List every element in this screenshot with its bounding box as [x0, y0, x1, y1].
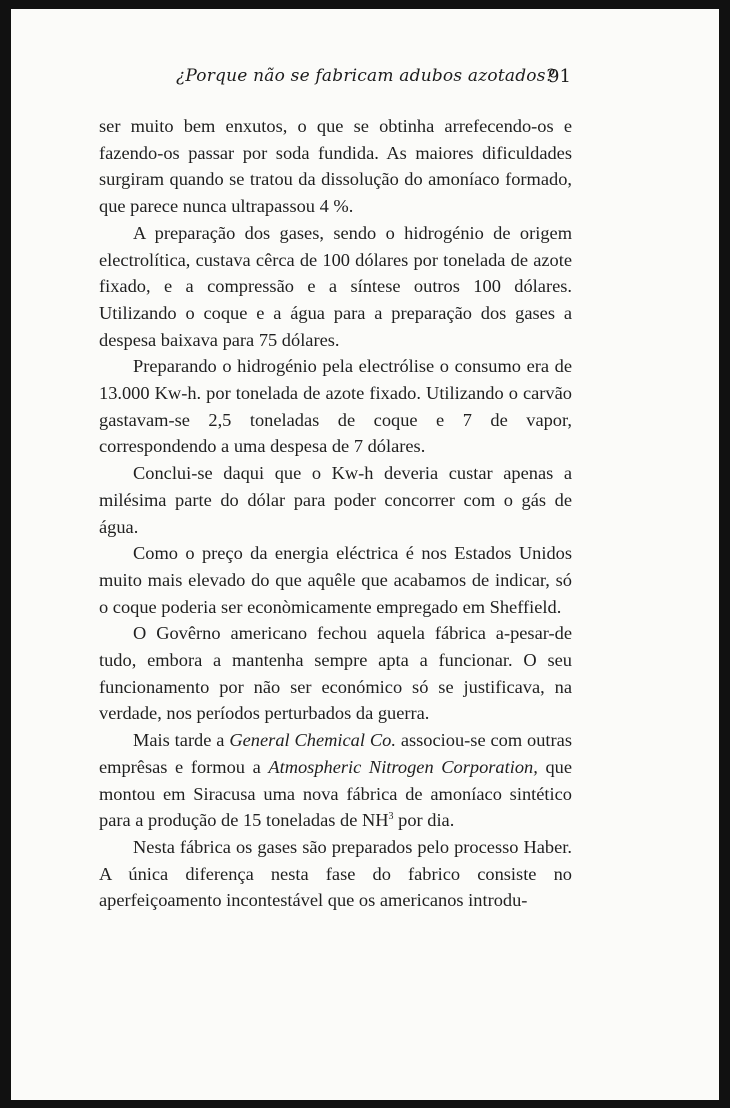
- running-title: ¿Porque não se fabricam adubos azotados?: [176, 66, 555, 86]
- paragraph-2: A preparação dos gases, sendo o hidrogénio de origem electrolítica, custava cêrca de 100 dólares por tonelada de azote fixado, e a compressão e a síntese outros 100 dólares. Utilizando o coque e a água para a preparação dos gases a despesa baixava para 75 dólares.: [99, 222, 572, 350]
- paragraph-7: [99, 727, 572, 834]
- paragraph-5: Como o preço da energia eléctrica é nos Estados Unidos muito mais elevado do que aquêle que acabamos de indicar, só o coque poderia ser econòmicamente empregado em Sheffield.: [99, 543, 572, 617]
- paragraph-3: Preparando o hidrogénio pela electrólise o consumo era de 13.000 Kw-h. por tonelada de azote fixado. Utilizando o carvão gastavam-se 2,5 toneladas de coque e 7 de vapor, correspondendo a uma despesa de 7 dólares.: [99, 356, 572, 457]
- page-number: 91: [548, 66, 571, 87]
- paragraph-4: Conclui-se daqui que o Kw-h deveria custar apenas a milésima parte do dólar para poder concorrer com o gás de água.: [99, 463, 572, 537]
- paragraph-7-text-a: Mais tarde a: [133, 730, 230, 751]
- paragraph-6: O Govêrno americano fechou aquela fábrica a-pesar-de tudo, embora a mantenha sempre apta a funcionar. O seu funcionamento por não ser económico só se justificava, na verdade, nos períodos perturbados da guerra.: [99, 623, 572, 724]
- paragraph-7-text-c: que montou em Siracusa uma nova fábrica de amoníaco sintético para a produção de 15 toneladas de NH: [99, 756, 572, 831]
- subscript-three: 3: [388, 811, 394, 823]
- body-text: [99, 113, 572, 914]
- paragraph-7-text-b: associou-se com outras emprêsas e formou a: [99, 730, 572, 777]
- page-header: [0, 66, 730, 92]
- paragraph-7-text-d: por dia.: [393, 810, 455, 831]
- paragraph-8: Nesta fábrica os gases são preparados pelo processo Haber. A única diferença nesta fase do fabrico consiste no aperfeiçoamento incontestável que os americanos introdu-: [99, 836, 572, 911]
- company-name: General Chemical Co.: [229, 730, 396, 751]
- paragraph-1: ser muito bem enxutos, o que se obtinha arrefecendo-os e fazendo-os passar por soda fundida. As maiores dificuldades surgiram quando se tratou da dissolução do amoníaco formado, que parece nunca ultrapassou 4 %.: [99, 116, 572, 217]
- corporation-name: Atmospheric Nitrogen Corporation,: [268, 756, 538, 777]
